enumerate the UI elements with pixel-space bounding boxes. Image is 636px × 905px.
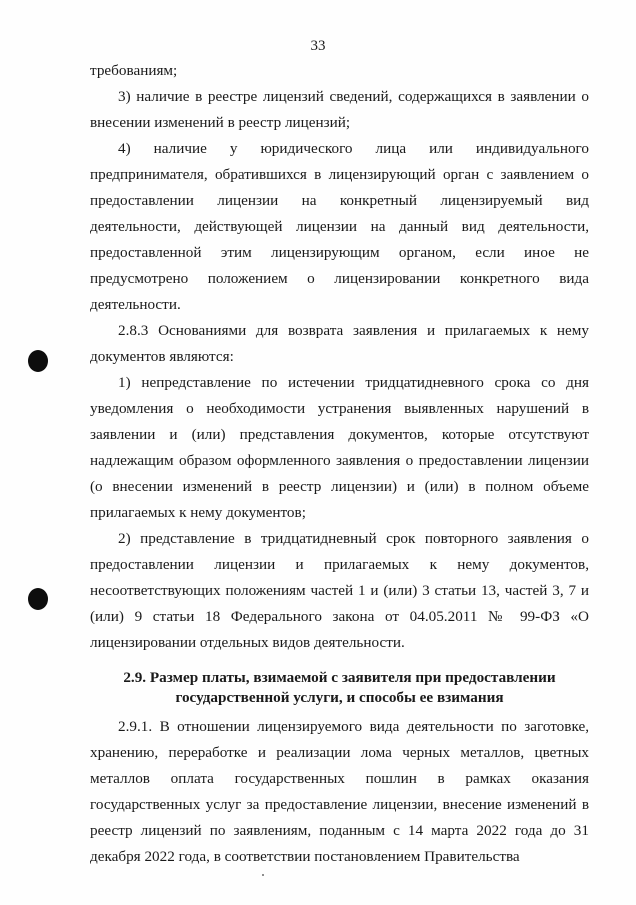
paragraph-continuation: требованиям; <box>90 62 178 79</box>
section-heading-line-1: 2.9. Размер платы, взимаемой с заявителя при предоставлении <box>123 669 556 686</box>
paragraph-item-3: 3) наличие в реестре лицензий сведений, содержащихся в заявлении о внесении изменений в реестр лицензий; <box>90 88 589 131</box>
punch-hole-lower <box>28 588 48 610</box>
paragraph-return-item-1: 1) непредставление по истечении тридцатидневного срока со дня уведомления о необходимости устранения выявленных нарушений в заявлении и (или) представления документов, которые отсутствуют надлежащим образом оформленного заявления о предоставлении лицензии (о внесении изменений в реестр лицензии) и (или) в полном объеме прилагаемых к нему документов; <box>90 374 589 521</box>
document-body <box>90 58 589 870</box>
scan-speck <box>262 874 264 876</box>
paragraph-2-9-1: 2.9.1. В отношении лицензируемого вида деятельности по заготовке, хранению, переработке и реализации лома черных металлов, цветных металлов оплата государственных пошлин в рамках оказания государственных услуг за предоставление лицензии, внесение изменений в реестр лицензий по заявлениям, поданным с 14 марта 2022 года до 31 декабря 2022 года, в соответствии постановлением Правительства <box>90 718 589 865</box>
paragraph-return-item-2: 2) представление в тридцатидневный срок повторного заявления о предоставлении лицензии и прилагаемых к нему документов, несоответствующих положениям частей 1 и (или) 3 статьи 13, частей 3, 7 и (или) 9 статьи 18 Федерального закона от 04.05.2011 № 99-ФЗ «О лицензировании отдельных видов деятельности. <box>90 530 589 651</box>
paragraph-item-4: 4) наличие у юридического лица или индивидуального предпринимателя, обратившихся в лицензирующий орган с заявлением о предоставлении лицензии на конкретный лицензируемый вид деятельности, действующей лицензии на данный вид деятельности, предоставленной этим лицензирующим органом, если иное не предусмотрено положением о лицензировании конкретного вида деятельности. <box>90 140 589 313</box>
section-heading-2-9 <box>90 668 589 708</box>
punch-hole-upper <box>28 350 48 372</box>
paragraph-2-8-3: 2.8.3 Основаниями для возврата заявления и прилагаемых к нему документов являются: <box>90 322 589 365</box>
section-heading-line-2: государственной услуги, и способы ее взимания <box>175 689 504 706</box>
page-number: 33 <box>310 38 326 54</box>
